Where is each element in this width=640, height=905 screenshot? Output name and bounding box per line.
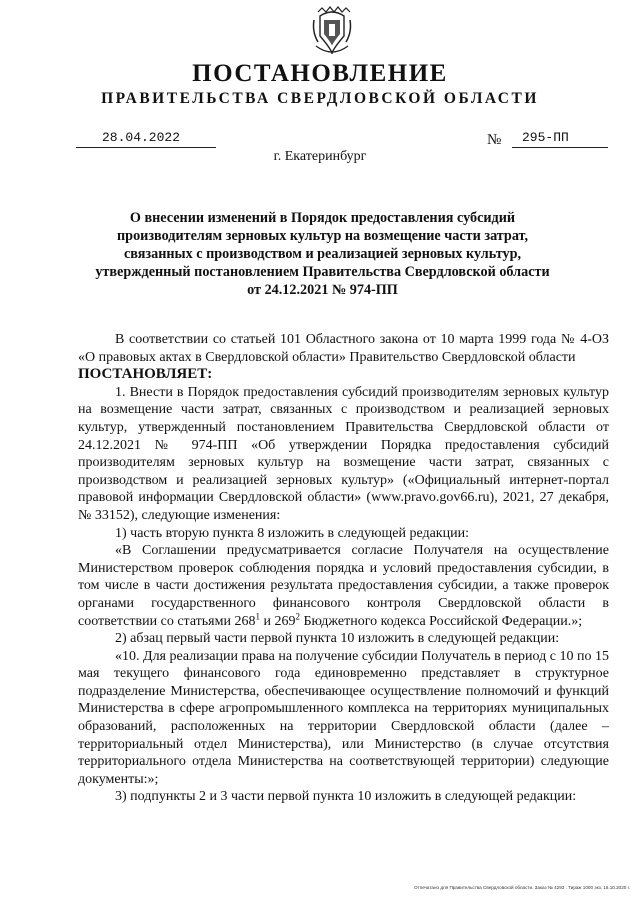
footnote-sup-1: 1 bbox=[255, 610, 260, 621]
print-note: Отпечатано для Правительства Свердловской области. Заказ № 4293 . Тираж 1000 экз. 16.10.2020 г. bbox=[413, 885, 630, 890]
item-1-paragraph: 1. Внести в Порядок предоставления субсидий производителям зерновых культур на возмещение части затрат, связанных с производством и реализацией зерновых культур, утвержденный постановлением Правительства Свердловской области от 24.12.2021 № 974-ПП «Об утверждении Порядка предоставления субсидий производителям зерновых культур на возмещение части затрат, связанных с производством и реализацией зерновых культур» («Официальный интернет-портал правовой информации Свердловской области» (www.pravo.gov66.ru), 2021, 27 декабря, № 33152), следующие изменения: bbox=[78, 384, 609, 523]
subitem-3-paragraph: 3) подпункты 2 и 3 части первой пункта 10 изложить в следующей редакции: bbox=[115, 789, 577, 805]
subitem-2-paragraph: 2) абзац первый части первой пункта 10 изложить в следующей редакции: bbox=[115, 631, 560, 647]
subitem-1-paragraph: 1) часть вторую пункта 8 изложить в следующей редакции: bbox=[115, 525, 469, 541]
heading-line: связанных с производством и реализацией зерновых культур, bbox=[123, 246, 522, 262]
document-title: ПОСТАНОВЛЕНИЕ bbox=[192, 60, 448, 87]
number-sign: № bbox=[487, 132, 502, 148]
decree-word: ПОСТАНОВЛЯЕТ: bbox=[78, 366, 213, 383]
document-date: 28.04.2022 bbox=[76, 130, 216, 148]
document-heading bbox=[60, 209, 585, 299]
heading-line: О внесении изменений в Порядок предоставления субсидий bbox=[129, 210, 516, 226]
intro-paragraph: В соответствии со статьей 101 Областного закона от 10 марта 1999 года № 4-ОЗ «О правовых актах в Свердловской области» Правительство Свердловской области bbox=[78, 332, 609, 365]
coat-of-arms-emblem bbox=[310, 6, 354, 58]
heading-line: от 24.12.2021 № 974-ПП bbox=[247, 282, 398, 298]
heading-line: утвержденный постановлением Правительства Свердловской области bbox=[95, 264, 550, 280]
city: г. Екатеринбург bbox=[273, 149, 367, 164]
document-body bbox=[78, 331, 609, 806]
heading-line: производителям зерновых культур на возмещение части затрат, bbox=[117, 228, 528, 244]
footnote-sup-2: 2 bbox=[295, 610, 300, 621]
document-number: 295-ПП bbox=[512, 130, 608, 148]
quote-2-paragraph: «10. Для реализации права на получение субсидии Получатель в период с 10 по 15 мая текущего финансового года единовременно представляет в структурное подразделение Министерства, обеспечивающее осуществление полномочий и функций Министерства в сфере агропромышленного комплекса на территориях муниципальных образований, расположенных на территории Свердловской области (далее – территориальный отдел Министерства), или Министерство (в случае отсутствия территориального отдела Министерства на соответствующей территории) следующие документы:»; bbox=[78, 648, 609, 787]
document-subtitle: ПРАВИТЕЛЬСТВА СВЕРДЛОВСКОЙ ОБЛАСТИ bbox=[101, 90, 539, 107]
quote-1-mid: и 269 bbox=[259, 613, 296, 629]
quote-1-paragraph bbox=[78, 542, 609, 630]
quote-1-end: Бюджетного кодекса Российской Федерации.»; bbox=[299, 613, 583, 629]
quote-1-start: «В Соглашении предусматривается согласие Получателя на осуществление Министерством проверок соблюдения порядка и условий предоставления субсидии, в том числе в части достижения результата предоставления субсидии, а также проверок органами государственного финансового контроля Свердловской области в соответствии со статьями 268 bbox=[78, 543, 609, 629]
